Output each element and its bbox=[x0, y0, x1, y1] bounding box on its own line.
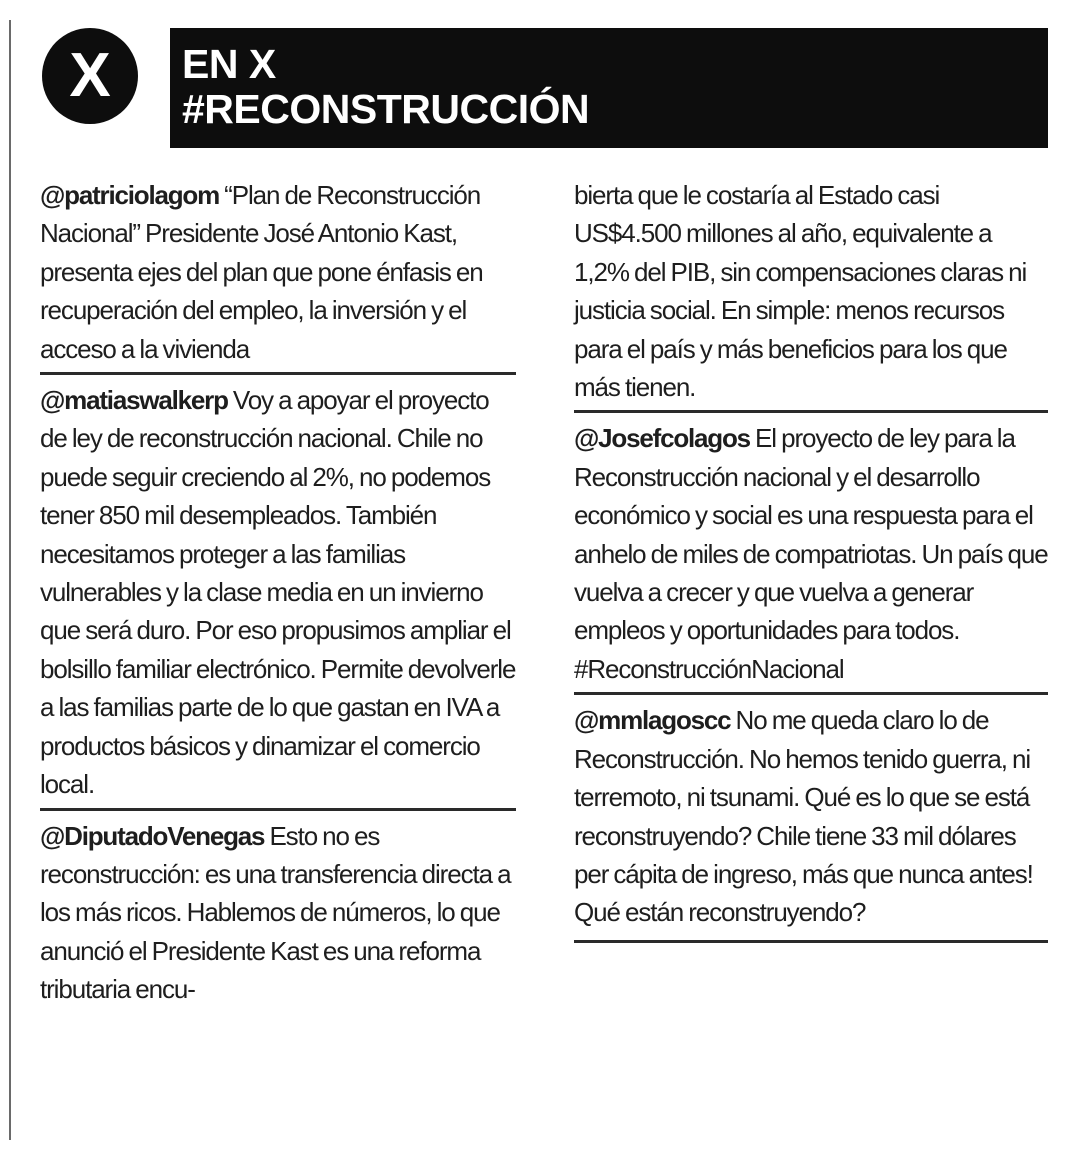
x-logo-letter: X bbox=[69, 41, 111, 110]
post-handle-link[interactable]: @matiaswalkerp bbox=[40, 385, 228, 416]
post-handle-link[interactable]: @patriciolagom bbox=[40, 180, 220, 210]
post-text: “Plan de Reconstrucción Nacional” Presidente José Antonio Kast, presenta ejes del plan que pone énfasis en recuperación del empleo, la inversión y el acceso a la vivienda bbox=[40, 180, 483, 364]
post-text: El proyecto de ley para la Reconstrucción nacional y el desarrollo económico y social es una respuesta para el anhelo de miles de compatriotas. Un país que vuelva a crecer y que vuelva a generar empleos y oportunidades para todos. #ReconstrucciónNacional bbox=[574, 423, 1048, 684]
post-divider bbox=[574, 410, 1048, 413]
post-handle-link[interactable]: @DiputadoVenegas bbox=[40, 820, 265, 851]
post-handle-link[interactable]: @Josefcolagos bbox=[574, 423, 750, 454]
post-matiaswalkerp bbox=[40, 381, 516, 803]
column-right bbox=[574, 176, 1048, 943]
column-left bbox=[40, 176, 516, 1009]
post-divider bbox=[40, 372, 516, 375]
post-handle-link[interactable]: @mmlagoscc bbox=[574, 705, 731, 736]
post-text: Esto no es reconstrucción: es una transferencia directa a los más ricos. Hablemos de números, lo que anunció el Presidente Kast es una reforma tributaria encu- bbox=[40, 820, 511, 1005]
post-diputadovenegas-continued bbox=[574, 176, 1048, 406]
post-divider bbox=[574, 692, 1048, 695]
x-logo-icon bbox=[42, 28, 138, 124]
column-rule-left bbox=[9, 20, 11, 1140]
post-divider bbox=[40, 808, 516, 811]
post-text-continuation: bierta que le costaría al Estado casi US$4.500 millones al año, equivalente a 1,2% del PIB, sin compensaciones claras ni justicia social. En simple: menos recursos para el país y más beneficios para los que más tienen. bbox=[574, 180, 1027, 403]
header-title-line1: EN X bbox=[182, 41, 276, 87]
post-divider-bottom bbox=[574, 940, 1048, 943]
post-mmlagoscc bbox=[574, 701, 1048, 931]
post-josefcolagos bbox=[574, 419, 1048, 688]
post-text: Voy a apoyar el proyecto de ley de reconstrucción nacional. Chile no puede seguir creciendo al 2%, no podemos tener 850 mil desempleados. También necesitamos proteger a las familias vulnerables y la clase media en un invierno que será duro. Por eso propusimos ampliar el bolsillo familiar electrónico. Permite devolverle a las familias parte de lo que gastan en IVA a productos básicos y dinamizar el comercio local. bbox=[40, 385, 516, 800]
header-title-line2: #RECONSTRUCCIÓN bbox=[182, 86, 590, 132]
post-patriciolagom bbox=[40, 176, 516, 368]
post-text: No me queda claro lo de Reconstrucción. No hemos tenido guerra, ni terremoto, ni tsunami. Qué es lo que se está reconstruyendo? Chile tiene 33 mil dólares per cápita de ingreso, más que nunca antes! Qué están reconstruyendo? bbox=[574, 705, 1033, 928]
post-diputadovenegas bbox=[40, 817, 516, 1009]
header-banner bbox=[170, 28, 1048, 148]
